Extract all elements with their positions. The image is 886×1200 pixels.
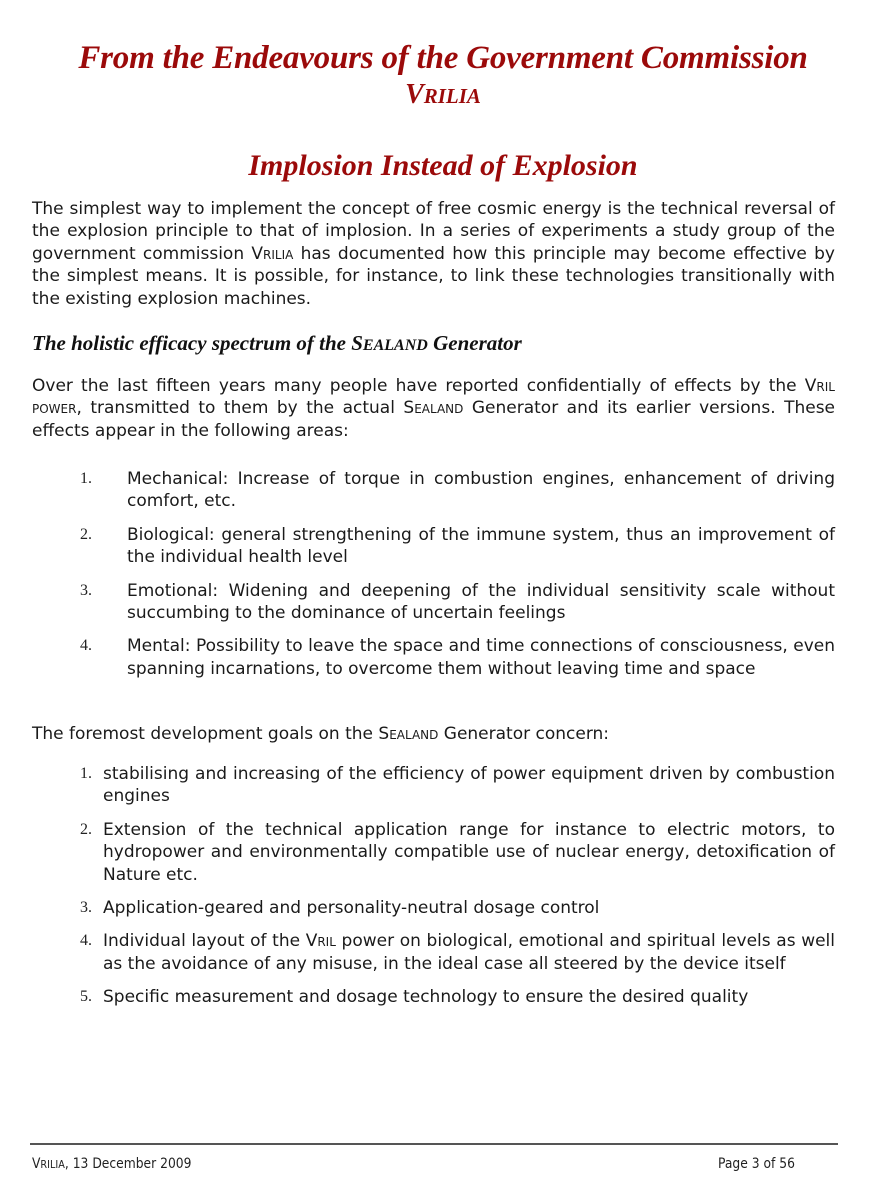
- subheading-sealand-rest: EALAND: [362, 337, 428, 354]
- list-item-number: 2.: [80, 525, 92, 543]
- list-item-text: Application-geared and personality-neutral dosage control: [103, 898, 600, 919]
- commission-name: [0, 78, 886, 113]
- subheading-sealand-initial: S: [351, 331, 363, 355]
- sealand-term: Sealand: [403, 398, 464, 419]
- list-item: [32, 635, 835, 680]
- list-item: [32, 763, 835, 808]
- footer-date: , 13 December 2009: [64, 1156, 192, 1172]
- list-item-number: 1.: [80, 470, 92, 487]
- subheading-text-2: Generator: [427, 331, 522, 355]
- vril-term: Vril: [305, 931, 336, 952]
- effects-text-1: Over the last fifteen years many people have reported confidentially of effects by the: [32, 376, 805, 396]
- vril-power-term: Vril power: [32, 376, 835, 419]
- goals-text-1: The foremost development goals on the: [32, 724, 379, 744]
- list-item: [32, 468, 835, 513]
- commission-name-rest: RILIA: [423, 84, 481, 108]
- goals-text-2: Generator concern:: [438, 724, 610, 744]
- list-item-text: Mental: Possibility to leave the space and time connections of consciousness, even spanning incarnations, to overcome them without leaving time and space: [127, 636, 835, 679]
- effects-list: [32, 468, 835, 691]
- footer-divider: [30, 1143, 838, 1145]
- effects-text-3: Generator and its earlier versions. These effects appear in the following areas:: [32, 398, 836, 441]
- list-item-text: stabilising and increasing of the efficiency of power equipment driven by combustion engines: [103, 764, 835, 807]
- list-item-number: 4.: [80, 637, 92, 655]
- list-item-text: Extension of the technical application range for instance to electric motors, to hydropower and environmentally compatible use of nuclear energy, detoxification of Nature etc.: [103, 819, 835, 885]
- list-item: [32, 819, 835, 886]
- subheading-text-1: The holistic efficacy spectrum of the: [32, 331, 352, 355]
- list-item-number: 5.: [80, 988, 92, 1006]
- list-item-text: Mechanical: Increase of torque in combustion engines, enhancement of driving comfort, etc.: [127, 469, 835, 512]
- footer-org-initial: V: [32, 1156, 41, 1172]
- page-number: Page 3 of 56: [718, 1156, 795, 1172]
- footer-org-date: [32, 1155, 191, 1174]
- list-item-number: 1.: [80, 765, 92, 782]
- section-title: Implosion Instead of Explosion: [248, 149, 638, 182]
- list-item-text: Biological: general strengthening of the immune system, thus an improvement of the individual health level: [127, 524, 835, 568]
- document-title: From the Endeavours of the Government Commission: [78, 40, 808, 76]
- intro-text-1: The simplest way to implement the concept of free cosmic energy is the technical reversal of the explosion principle to that of implosion. In a series of experiments a study group of the government commission: [32, 199, 835, 264]
- intro-text-2: has documented how this principle may become effective by the simplest means. It is possible, for instance, to link these technologies transitionally with the existing explosion machines.: [32, 243, 835, 309]
- list-item-text-1: Individual layout of the: [103, 931, 306, 952]
- effects-text-2: , transmitted to them by the actual: [76, 398, 404, 419]
- effects-paragraph: [32, 375, 835, 442]
- subheading: [32, 330, 522, 359]
- list-item-text: Emotional: Widening and deepening of the individual sensitivity scale without succumbing to the dominance of uncertain feelings: [127, 580, 835, 624]
- vrilia-name: Vrilia: [251, 243, 294, 264]
- commission-name-initial: V: [405, 79, 424, 110]
- intro-paragraph: [32, 198, 835, 310]
- list-item-number: 4.: [80, 932, 92, 950]
- list-item: [32, 986, 835, 1008]
- list-item: [32, 580, 835, 625]
- footer-org-rest: RILIA: [40, 1158, 65, 1171]
- list-item-number: 2.: [80, 820, 92, 838]
- list-item: [32, 897, 835, 919]
- list-item: [32, 524, 835, 569]
- goals-list: [32, 763, 835, 1020]
- list-item-text-2: power on biological, emotional and spiritual levels as well as the avoidance of any misuse, in the ideal case all steered by the device itself: [103, 931, 836, 974]
- list-item-number: 3.: [80, 581, 92, 599]
- list-item-text: Specific measurement and dosage technology to ensure the desired quality: [103, 987, 749, 1008]
- list-item-number: 3.: [80, 899, 92, 917]
- list-item: [32, 930, 835, 975]
- goals-paragraph: [32, 723, 835, 745]
- sealand-term: Sealand: [378, 724, 439, 744]
